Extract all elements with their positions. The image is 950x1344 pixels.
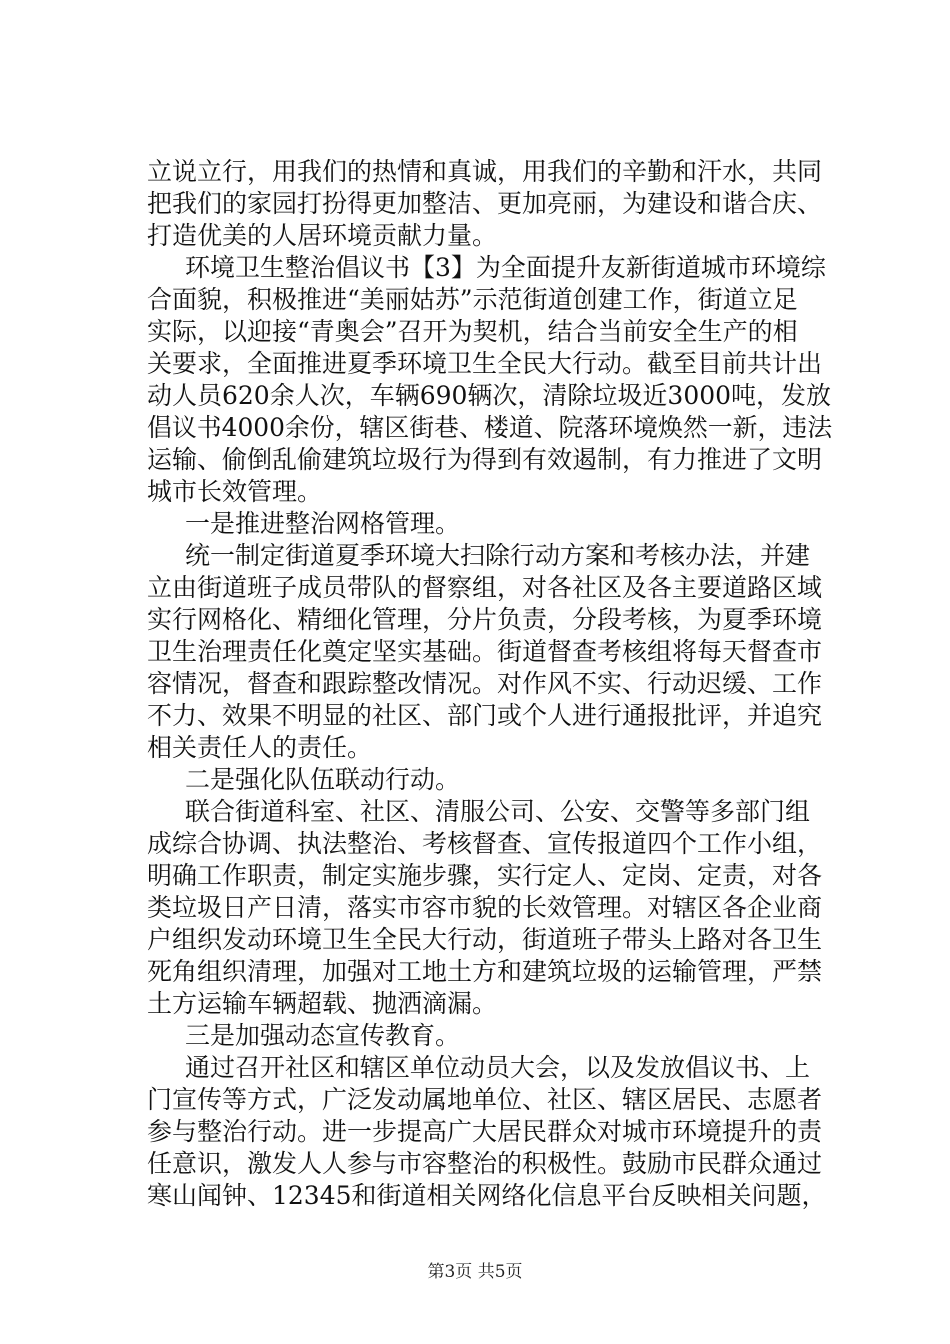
text-line: 动人员620余人次，车辆690辆次，清除垃圾近3000吨，发放 [147, 381, 832, 410]
text-line: 明确工作职责，制定实施步骤，实行定人、定岗、定责，对各 [147, 861, 823, 890]
text-line: 二是强化队伍联动行动。 [185, 765, 461, 794]
text-line: 任意识，激发人人参与市容整治的积极性。鼓励市民群众通过 [147, 1149, 823, 1178]
text-line: 死角组织清理，加强对工地土方和建筑垃圾的运输管理，严禁 [147, 957, 823, 986]
text-line: 立由街道班子成员带队的督察组，对各社区及各主要道路区域 [147, 573, 823, 602]
text-line: 一是推进整治网格管理。 [185, 509, 461, 538]
text-line: 卫生治理责任化奠定坚实基础。街道督查考核组将每天督查市 [147, 637, 823, 666]
text-line: 实行网格化、精细化管理，分片负责，分段考核，为夏季环境 [147, 605, 823, 634]
text-line: 成综合协调、执法整治、考核督查、宣传报道四个工作小组， [147, 829, 823, 858]
text-line: 城市长效管理。 [147, 477, 323, 506]
text-line: 容情况，督查和跟踪整改情况。对作风不实、行动迟缓、工作 [147, 669, 823, 698]
text-line: 倡议书4000余份，辖区街巷、楼道、院落环境焕然一新，违法 [147, 413, 833, 442]
text-line: 三是加强动态宣传教育。 [185, 1021, 461, 1050]
text-line: 土方运输车辆超载、抛洒滴漏。 [147, 989, 498, 1018]
text-line: 立说立行，用我们的热情和真诚，用我们的辛勤和汗水，共同 [147, 157, 823, 186]
text-line: 把我们的家园打扮得更加整洁、更加亮丽，为建设和谐合庆、 [147, 189, 823, 218]
text-line: 参与整治行动。进一步提高广大居民群众对城市环境提升的责 [147, 1117, 823, 1146]
text-line: 类垃圾日产日清，落实市容市貌的长效管理。对辖区各企业商 [147, 893, 823, 922]
text-line: 联合街道科室、社区、清服公司、公安、交警等多部门组 [185, 797, 811, 826]
text-line: 环境卫生整治倡议书【3】为全面提升友新街道城市环境综 [185, 253, 826, 282]
text-line: 统一制定街道夏季环境大扫除行动方案和考核办法，并建 [185, 541, 811, 570]
page-number-footer: 第3页 共5页 [427, 1262, 523, 1282]
text-line: 门宣传等方式，广泛发动属地单位、社区、辖区居民、志愿者 [147, 1085, 823, 1114]
text-line: 运输、偷倒乱偷建筑垃圾行为得到有效遏制，有力推进了文明 [147, 445, 823, 474]
text-line: 通过召开社区和辖区单位动员大会，以及发放倡议书、上 [185, 1053, 811, 1082]
text-line: 户组织发动环境卫生全民大行动，街道班子带头上路对各卫生 [147, 925, 823, 954]
text-line: 关要求，全面推进夏季环境卫生全民大行动。截至目前共计出 [147, 349, 823, 378]
text-line: 不力、效果不明显的社区、部门或个人进行通报批评，并追究 [147, 701, 823, 730]
text-line: 寒山闻钟、12345和街道相关网络化信息平台反映相关问题， [147, 1181, 827, 1210]
text-line: 合面貌，积极推进“美丽姑苏”示范街道创建工作，街道立足 [147, 285, 798, 314]
text-line: 实际，以迎接“青奥会”召开为契机，结合当前安全生产的相 [147, 317, 798, 346]
text-line: 相关责任人的责任。 [147, 733, 373, 762]
document-body [147, 156, 833, 1212]
text-line: 打造优美的人居环境贡献力量。 [147, 221, 498, 250]
